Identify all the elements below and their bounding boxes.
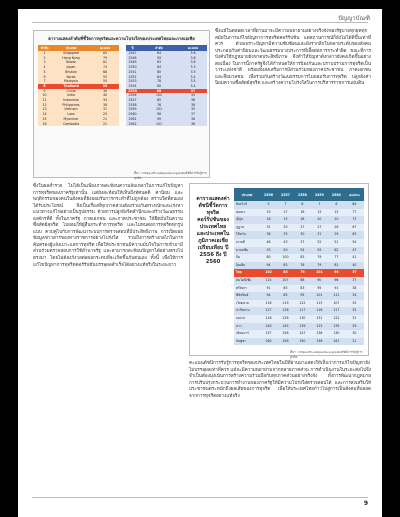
comparison-cell: 52	[311, 239, 328, 247]
comparison-cell: 114	[260, 277, 277, 285]
comparison-cell: 116	[311, 307, 328, 315]
comparison-cell: 35	[345, 300, 364, 308]
comparison-cell: 37	[294, 239, 311, 247]
comparison-cell: 119	[277, 300, 294, 308]
comparison-row	[234, 239, 364, 247]
comparison-cell: 35	[277, 231, 294, 239]
yearly-cell: 2551	[126, 70, 139, 75]
ranking-cell: Cambodia	[51, 122, 91, 127]
comparison-cell: 31	[311, 231, 328, 239]
comparison-cell: 31	[345, 315, 364, 323]
ranking-header-cell: ลำดับ	[38, 45, 51, 51]
comparison-cell: 111	[328, 292, 345, 300]
ranking-cell: 8	[38, 84, 51, 89]
comparison-cell: 161	[328, 338, 345, 346]
comparison-cell: 5	[260, 201, 277, 209]
yearly-cell: 3.4	[179, 75, 207, 80]
comparison-cell: 156	[277, 338, 294, 346]
comparison-cell: 83	[294, 254, 311, 262]
comparison-cell: 150	[294, 338, 311, 346]
comparison-cell: 76	[294, 262, 311, 270]
table-figure-asia-ranking	[33, 30, 210, 178]
comparison-row	[234, 209, 364, 217]
comparison-cell: 127	[260, 307, 277, 315]
ranking-cell: Malaysia	[51, 79, 91, 84]
comparison-row	[234, 338, 364, 346]
comparison-cell: 30	[294, 231, 311, 239]
footer-rule	[32, 497, 368, 498]
comparison-cell: 126	[277, 315, 294, 323]
ranking-cell: Taiwan	[51, 60, 91, 65]
comparison-row	[234, 269, 364, 277]
comparison-row	[234, 277, 364, 285]
comparison-cell: 20	[311, 216, 328, 224]
comparison-cell: 96	[328, 277, 345, 285]
comparison-cell: 37	[345, 269, 364, 277]
ranking-cell: 7	[38, 79, 51, 84]
comparison-cell: 85	[277, 262, 294, 270]
page-number: 9	[363, 500, 368, 507]
comparison-cell: 156	[311, 338, 328, 346]
comparison-cell: 117	[328, 307, 345, 315]
comparison-cell: 31	[260, 224, 277, 232]
paragraph-left: ซึ่งในผลสำรวจ ไม่ได้เป็นเพียงภาพสะท้อนความล้มเหลวในการแก้ไขปัญหาการทุจริตของภาครัฐเท่านั้น แต่ยังสะท้อนให้เห็นถึงทัศนคติ ค่านิยม และพฤติกรรมของคนในสังคมที่ยังยอมรับการกระทำที่ไม่ถูกต้อง ตราบใดที่ตนเองได้รับประโยชน์ จึงเป็นเรื่องที่ทุกภาคส่วนต้องร่วมกันตระหนักและเร่งหาแนวทางแก้ไขอย่างเป็นรูปธรรม ด้วยการปลูกฝังจิตสำนึกและสร้างวัฒนธรรมองค์กรที่ดี ทั้งในภาครัฐ ภาคเอกชน และภาคประชาชน ให้ยึดมั่นในความซื่อสัตย์สุจริต ไม่ยอมให้ผู้อื่นกระทำการทุจริต และไม่ทนต่อการทุจริตทุกรูปแบบ ควบคู่ไปกับการพัฒนาระบบการตรวจสอบที่มีประสิทธิภาพ การเปิดเผยข้อมูลข่าวสารของทางราชการอย่างโปร่งใส รวมถึงการสร้างกลไกในการคุ้มครองผู้แจ้งเบาะแสการทุจริต เพื่อให้ประชาชนมีความมั่นใจในการเข้ามามีส่วนร่วมตรวจสอบการใช้อำนาจรัฐ และสามารถสะท้อนปัญหาได้อย่างตรงไปตรงมา โดยไม่ต้องกังวลต่อผลกระทบที่จะเกิดขึ้นกับตนเอง ทั้งนี้ เพื่อให้การแก้ไขปัญหาการทุจริตคอร์รัปชันบรรลุผลสำเร็จได้อย่างแท้จริงในระยะยาว	[33, 184, 183, 268]
ranking-cell: 35	[91, 84, 119, 89]
yearly-cell: 35	[179, 93, 207, 98]
yearly-cell: 3.6	[179, 51, 207, 56]
ranking-cell: Laos	[51, 112, 91, 117]
comparison-cell: 15	[277, 216, 294, 224]
figure-source: ที่มา : https://th.wikipedia.org/wiki/ดัชนีการรับรู้การทุจริต	[290, 350, 363, 359]
comparison-cell: กัมพูชา	[234, 338, 260, 346]
yearly-cell: 37	[179, 112, 207, 117]
ranking-cell: 5	[38, 70, 51, 75]
comparison-cell: 46	[260, 239, 277, 247]
comparison-cell: 29	[345, 323, 364, 331]
comparison-cell: 117	[294, 307, 311, 315]
comparison-cell: 79	[311, 262, 328, 270]
thailand-yearly-table	[126, 45, 207, 126]
ranking-cell: Hong Kong	[51, 56, 91, 61]
comparison-cell: 63	[345, 231, 364, 239]
yearly-cell: 3.4	[179, 84, 207, 89]
ranking-cell: Singapore	[51, 51, 91, 56]
asia-ranking-table	[38, 45, 119, 126]
comparison-cell: 136	[311, 330, 328, 338]
comparison-row	[234, 300, 364, 308]
yearly-cell: 36	[179, 122, 207, 127]
comparison-cell: 27	[294, 224, 311, 232]
comparison-cell: อินโดนีเซีย	[234, 277, 260, 285]
comparison-cell: 53	[260, 247, 277, 255]
comparison-cell: 43	[277, 239, 294, 247]
comparison-cell: 145	[277, 323, 294, 331]
yearly-cell: 37	[179, 89, 207, 94]
yearly-cell: 80	[139, 70, 179, 75]
yearly-cell: 3.8	[179, 56, 207, 61]
yearly-cell: 88	[139, 89, 179, 94]
comparison-cell: ปากีสถาน	[234, 307, 260, 315]
document-page	[18, 9, 382, 517]
comparison-header-cell: 2559	[311, 188, 328, 201]
comparison-cell: 7	[311, 201, 328, 209]
ranking-cell: Myanmar	[51, 117, 91, 122]
comparison-cell: ฮ่องกง	[234, 209, 260, 217]
ranking-cell: 50	[91, 79, 119, 84]
ranking-cell: 13	[38, 107, 51, 112]
comparison-header-cell: 2556	[260, 188, 277, 201]
ranking-cell: 10	[38, 93, 51, 98]
yearly-cell: 101	[139, 107, 179, 112]
yearly-cell: 2550	[126, 65, 139, 70]
comparison-cell: 102	[260, 269, 277, 277]
comparison-row	[234, 285, 364, 293]
ranking-cell: 31	[91, 107, 119, 112]
yearly-cell: 2557	[126, 98, 139, 103]
comparison-cell: 21	[345, 338, 364, 346]
comparison-header-cell: 2557	[277, 188, 294, 201]
comparison-cell: 54	[294, 247, 311, 255]
ranking-cell: Philippines	[51, 103, 91, 108]
comparison-cell: มาเลเซีย	[234, 247, 260, 255]
comparison-row	[234, 216, 364, 224]
comparison-cell: 62	[328, 247, 345, 255]
yearly-cell: 2548	[126, 56, 139, 61]
comparison-cell: 18	[294, 216, 311, 224]
yearly-cell: 2552	[126, 75, 139, 80]
yearly-cell: 36	[179, 117, 207, 122]
yearly-cell: 85	[139, 98, 179, 103]
yearly-header-cell: ปี	[126, 45, 139, 51]
yearly-cell: 59	[139, 56, 179, 61]
comparison-cell: 85	[277, 292, 294, 300]
comparison-row	[234, 224, 364, 232]
comparison-cell: 37	[345, 277, 364, 285]
comparison-cell: 113	[311, 300, 328, 308]
ranking-cell: 1	[38, 51, 51, 56]
figure-source: ที่มา : https://th.wikipedia.org/wiki/ดัชนีการรับรู้การทุจริต	[134, 171, 207, 180]
yearly-cell: 35	[179, 107, 207, 112]
comparison-row	[234, 307, 364, 315]
yearly-header-cell: ลำดับ	[139, 45, 179, 51]
ranking-header-cell: คะแนน	[91, 45, 119, 51]
comparison-cell: 107	[328, 300, 345, 308]
yearly-cell: 3.3	[179, 65, 207, 70]
comparison-cell: 47	[345, 247, 364, 255]
yearly-cell: 38	[179, 103, 207, 108]
yearly-cell: 76	[139, 103, 179, 108]
comparison-cell: 90	[311, 277, 328, 285]
ranking-cell: 40	[91, 93, 119, 98]
comparison-row	[234, 254, 364, 262]
comparison-cell: 40	[345, 262, 364, 270]
comparison-cell: 77	[328, 254, 345, 262]
comparison-cell: ลาว	[234, 323, 260, 331]
paragraph-right-top: ซึ่งแม้ในตลอดเวลาที่ผ่านมาจะมีความพยายามอย่างจริงจังของรัฐบาลทุกยุคทุกสมัยในการแก้ไขปัญหาการทุจริตคอร์รัปชัน แต่สถานการณ์ก็ยังไม่ได้ดีขึ้นเท่าที่ควร ด้วยเพราะปัญหามีความซับซ้อนและฝังรากลึกในหลายระดับของสังคม ประกอบกับค่านิยมและวัฒนธรรมบางประการที่เอื้อต่อการกระทำผิด ขณะที่การบังคับใช้กฎหมายยังขาดประสิทธิภาพ จึงทำให้ปัญหาดังกล่าวยังคงเกิดขึ้นอย่างต่อเนื่อง ในการนี้ภาครัฐจึงได้กำหนดให้การป้องกันและปราบปรามการทุจริตเป็นวาระแห่งชาติ พร้อมทั้งส่งเสริมการมีส่วนร่วมของภาคประชาชน ภาคเอกชน และสื่อมวลชน เพื่อร่วมกันสร้างวัฒนธรรมการไม่ยอมรับการทุจริต ปลูกฝังค่านิยมความซื่อสัตย์สุจริต และสร้างความโปร่งใสในการบริหารราชการแผ่นดิน	[215, 29, 371, 87]
comparison-cell: 85	[277, 269, 294, 277]
comparison-cell: 123	[311, 323, 328, 331]
comparison-cell: 95	[311, 285, 328, 293]
ranking-cell: 3	[38, 60, 51, 65]
comparison-cell: 34	[345, 292, 364, 300]
comparison-cell: 139	[294, 323, 311, 331]
yearly-cell: 3.5	[179, 70, 207, 75]
comparison-cell: 13	[328, 209, 345, 217]
comparison-cell: จีน	[234, 254, 260, 262]
ranking-cell: Thailand	[51, 84, 91, 89]
ranking-cell: 79	[91, 56, 119, 61]
comparison-cell: 76	[294, 269, 311, 277]
comparison-cell: 32	[345, 307, 364, 315]
comparison-row	[234, 262, 364, 270]
comparison-cell: เมียนมาร์	[234, 330, 260, 338]
comparison-cell: 73	[345, 216, 364, 224]
comparison-cell: เกาหลี	[234, 239, 260, 247]
comparison-cell: 101	[311, 269, 328, 277]
comparison-cell: 85	[277, 285, 294, 293]
yearly-cell: 2562	[126, 122, 139, 127]
comparison-cell: 140	[260, 323, 277, 331]
ranking-cell: 9	[38, 89, 51, 94]
yearly-header-cell: คะแนน	[179, 45, 207, 51]
ranking-cell: 21	[91, 122, 119, 127]
ranking-cell: 55	[91, 75, 119, 80]
ranking-cell: Bhutan	[51, 70, 91, 75]
comparison-cell: 54	[345, 239, 364, 247]
ranking-cell: 14	[38, 112, 51, 117]
yearly-cell: 64	[139, 51, 179, 56]
comparison-cell: 101	[311, 292, 328, 300]
ranking-cell: 6	[38, 75, 51, 80]
yearly-cell: 2553	[126, 79, 139, 84]
comparison-cell: 95	[294, 292, 311, 300]
yearly-cell: 102	[139, 93, 179, 98]
ranking-cell: Japan	[51, 65, 91, 70]
yearly-cell: 78	[139, 79, 179, 84]
comparison-cell: 17	[277, 209, 294, 217]
comparison-cell: 157	[260, 330, 277, 338]
comparison-cell: 147	[294, 330, 311, 338]
yearly-cell: 2561	[126, 117, 139, 122]
comparison-cell: 80	[260, 254, 277, 262]
comparison-cell: 38	[345, 285, 364, 293]
figure-label: ตารางแสดงค่าดัชนีชี้วัดการทุจริตคอร์รัปชันของประเทศไทยและประเทศในภูมิภาคเอเชียเปรียบเทียบ ปี 2556 ถึง ปี 2560	[196, 196, 230, 265]
comparison-cell: 126	[277, 307, 294, 315]
comparison-cell: 135	[328, 323, 345, 331]
ranking-cell: 34	[91, 98, 119, 103]
comparison-cell: 91	[328, 285, 345, 293]
comparison-cell: 79	[311, 254, 328, 262]
yearly-cell: 2558	[126, 103, 139, 108]
yearly-cell: 96	[139, 112, 179, 117]
comparison-cell: 30	[277, 224, 294, 232]
comparison-cell: 15	[311, 209, 328, 217]
comparison-cell: 8	[294, 201, 311, 209]
comparison-cell: 20	[328, 216, 345, 224]
ranking-cell: China	[51, 89, 91, 94]
comparison-cell: 77	[345, 209, 364, 217]
yearly-cell: 2555	[126, 89, 139, 94]
comparison-cell: ศรีลังกา	[234, 285, 260, 293]
comparison-cell: 41	[345, 254, 364, 262]
yearly-cell: 84	[139, 65, 179, 70]
comparison-cell: 160	[260, 338, 277, 346]
ranking-cell: 21	[91, 117, 119, 122]
table-figure-asia-comparison	[189, 183, 369, 359]
comparison-cell: เนปาล	[234, 315, 260, 323]
comparison-cell: 50	[277, 247, 294, 255]
comparison-row	[234, 247, 364, 255]
comparison-cell: 94	[260, 292, 277, 300]
comparison-row	[234, 330, 364, 338]
comparison-cell: 94	[260, 262, 277, 270]
comparison-cell: สิงคโปร์	[234, 201, 260, 209]
yearly-cell: 80	[139, 84, 179, 89]
yearly-cell: 38	[179, 98, 207, 103]
comparison-cell: 91	[260, 285, 277, 293]
ranking-cell: Korea	[51, 75, 91, 80]
comparison-cell: 156	[277, 330, 294, 338]
paragraph-bottom-right: คะแนนดัชนีการรับรู้การทุจริตของประเทศไทยในปีที่ผ่านมาแสดงให้เห็นว่าการแก้ไขปัญหายังไม่บรรลุผลเท่าที่ควร แม้จะมีความพยายามจากหลายภาคส่วน การดำเนินงานในระยะต่อไปจึงจำเป็นต้องมุ่งเน้นการสร้างความร่วมมือกับทุกภาคส่วนอย่างจริงจัง ทั้งการพัฒนากฎหมาย การปรับปรุงกระบวนการทำงานของภาครัฐให้มีความโปร่งใสตรวจสอบได้ และการส่งเสริมให้ประชาชนตระหนักถึงผลเสียของการทุจริต เพื่อให้ประเทศไทยก้าวไปสู่การเป็นสังคมที่ปลอดจากการทุจริตอย่างแท้จริง	[189, 361, 371, 399]
comparison-cell: 67	[345, 224, 364, 232]
comparison-cell: 96	[328, 269, 345, 277]
comparison-cell: 26	[328, 224, 345, 232]
comparison-cell: 81	[328, 262, 345, 270]
ranking-cell: 15	[38, 117, 51, 122]
comparison-cell: 7	[277, 201, 294, 209]
ranking-cell: 85	[91, 51, 119, 56]
comparison-cell: 116	[260, 300, 277, 308]
ranking-cell: 74	[91, 65, 119, 70]
comparison-cell: 88	[294, 277, 311, 285]
figure-title: ตารางแสดงลำดับที่ชี้วัดการทุจริตและความโปร่งใสของประเทศไทยและภาคเอเชีย	[48, 36, 195, 41]
comparison-cell: 83	[294, 285, 311, 293]
comparison-cell: 6	[328, 201, 345, 209]
ranking-cell: 36	[91, 89, 119, 94]
comparison-cell: 18	[294, 209, 311, 217]
comparison-cell: 122	[328, 315, 345, 323]
yearly-cell: 3.6	[179, 60, 207, 65]
comparison-cell: 15	[260, 209, 277, 217]
comparison-header-cell: ประเทศ	[234, 188, 260, 201]
comparison-cell: 112	[294, 300, 311, 308]
comparison-cell: ฟิลิปปินส์	[234, 292, 260, 300]
ranking-cell: 68	[91, 70, 119, 75]
comparison-header-cell: 2558	[294, 188, 311, 201]
yearly-cell: 2549	[126, 60, 139, 65]
comparison-header-cell: คะแนน	[345, 188, 364, 201]
comparison-cell: อินเดีย	[234, 262, 260, 270]
comparison-header-cell: 2560	[328, 188, 345, 201]
comparison-cell: ภูฏาน	[234, 224, 260, 232]
comparison-cell: 84	[345, 201, 364, 209]
comparison-cell: 29	[328, 231, 345, 239]
ranking-row	[38, 122, 119, 127]
yearly-cell: 2547	[126, 51, 139, 56]
yearly-cell: 2559	[126, 107, 139, 112]
yearly-row	[126, 122, 207, 127]
comparison-cell: 51	[328, 239, 345, 247]
comparison-cell: 18	[260, 216, 277, 224]
comparison-cell: 100	[277, 254, 294, 262]
comparison-cell: 116	[260, 315, 277, 323]
comparison-cell: 27	[311, 224, 328, 232]
ranking-cell: 4	[38, 65, 51, 70]
yearly-cell: 2556	[126, 93, 139, 98]
comparison-row	[234, 323, 364, 331]
comparison-cell: 130	[328, 330, 345, 338]
ranking-cell: 11	[38, 98, 51, 103]
comparison-cell: ไทย	[234, 269, 260, 277]
comparison-cell: เวียดนาม	[234, 300, 260, 308]
comparison-cell: 55	[311, 247, 328, 255]
yearly-cell: 99	[139, 117, 179, 122]
yearly-cell: 2560	[126, 112, 139, 117]
yearly-cell: 101	[139, 122, 179, 127]
ranking-cell: Indonesia	[51, 98, 91, 103]
page-header: ปัญญาบัณฑิ	[338, 15, 370, 22]
yearly-cell: 2554	[126, 84, 139, 89]
ranking-cell: Vietnam	[51, 107, 91, 112]
ranking-cell: India	[51, 93, 91, 98]
comparison-cell: 131	[311, 315, 328, 323]
header-rule	[32, 22, 368, 23]
comparison-cell: 107	[277, 277, 294, 285]
comparison-cell: ไต้หวัน	[234, 231, 260, 239]
ranking-cell: 16	[38, 122, 51, 127]
yearly-cell: 63	[139, 60, 179, 65]
ranking-cell: 2	[38, 56, 51, 61]
ranking-cell: 12	[38, 103, 51, 108]
yearly-cell: 3.5	[179, 79, 207, 84]
ranking-cell: 38	[91, 103, 119, 108]
comparison-row	[234, 201, 364, 209]
comparison-row	[234, 231, 364, 239]
yearly-cell: 84	[139, 75, 179, 80]
ranking-cell: 25	[91, 112, 119, 117]
comparison-cell: ญี่ปุ่น	[234, 216, 260, 224]
ranking-header-cell: ประเทศ	[51, 45, 91, 51]
comparison-cell: 130	[294, 315, 311, 323]
ranking-cell: 61	[91, 60, 119, 65]
comparison-cell: 30	[345, 330, 364, 338]
comparison-row	[234, 315, 364, 323]
comparison-cell: 36	[260, 231, 277, 239]
asia-comparison-table	[234, 188, 364, 345]
comparison-row	[234, 292, 364, 300]
